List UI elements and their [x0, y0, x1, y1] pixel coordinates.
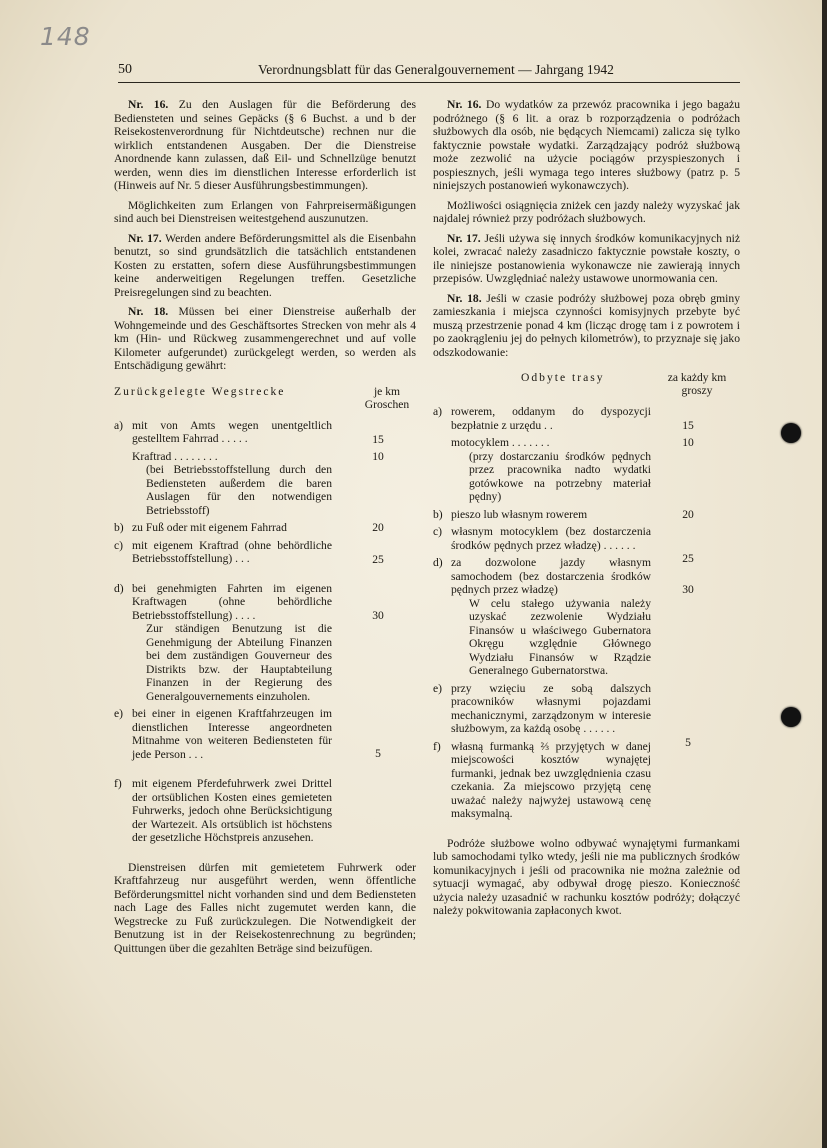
- item-text: bei einer in eigenen Kraftfahrzeugen im dienstlichen Interesse angeordneten Mitnahme von weiteren Bediensteten für jede Person . . .: [132, 707, 332, 761]
- rate-row-f: [433, 740, 740, 821]
- item-note: W celu stałego używania należy uzyskać zezwolenie Wydziału Finansów u właściwego Gubernatora Okręgu względnie Głównego Wydziału Finansów w Rządzie Generalnego Gubernatorstwa.: [469, 596, 651, 677]
- section-number: Nr. 16.: [447, 98, 482, 111]
- item-text: pieszo lub własnym rowerem: [451, 507, 588, 521]
- column-head-rate: za każdy km groszy: [667, 371, 727, 397]
- section-number: Nr. 18.: [447, 291, 482, 305]
- rate-row-a2: [114, 450, 416, 518]
- item-marker: f): [433, 739, 441, 753]
- item-text: mit von Amts wegen unentgeltlich gestelltem Fahrrad . . . . .: [132, 418, 332, 445]
- item-marker: c): [114, 538, 124, 552]
- item-rate: 10: [372, 449, 384, 463]
- rate-row-a: [114, 419, 416, 446]
- rate-row-d: [114, 582, 416, 704]
- polish-column: [433, 98, 740, 924]
- german-column: [114, 98, 416, 961]
- item-text: mit eigenem Pferdefuhrwerk zwei Drittel der ortsüblichen Kosten eines gemieteten Fuhrwerks, jedoch ohne Berücksichtigung der Wartezeit. Als ortsüblich ist höchstens der gesetzliche Höchstpreis anzusehen.: [132, 777, 332, 844]
- item-text: własną furmanką ⅔ przyjętych w danej miejscowości kosztów wynajętej furmanki, jednak bez uwzględnienia czasu czekania. Za miejscowo przyjętą cenę uważać należy najwyżej ustawową cenę maksymalną.: [451, 739, 651, 820]
- item-text: rowerem, oddanym do dyspozycji bezpłatnie z urzędu . .: [451, 405, 651, 432]
- paragraph-text: Zu den Auslagen für die Beförderung des Bediensteten und seines Gepäcks (§ 6 Buchst. a und b der Reisekostenverordnung für Nichtdeutsche) rechnen nur die wirklich entstandenen Ausgaben. Der die Dienstreise Anordnende kann zulassen, daß Eil- und Schnellzüge benutzt werden, wenn dies im dienstlichen Interesse erforderlich ist (Hinweis auf Nr. 5 dieser Ausführungsbestimmungen).: [114, 98, 417, 192]
- item-text: przy wzięciu ze sobą dalszych pracowników własnymi pojazdami mechanicznymi, zarządzonym w interesie służbowym, za każdą osobę . . . . . .: [451, 681, 651, 735]
- paragraph-16: [433, 98, 740, 193]
- item-rate: 5: [375, 747, 381, 760]
- paragraph-text: Do wydatków za przewóz pracownika i jego bagażu podróżnego (§ 6 lit. a oraz b rozporządzenia o podróżach służbowych dla osób, nie będących Niemcami) zalicza się tylko faktycznie powstałe wydatki. Zarządzający podróż służbową może zezwolić na użycie pociągów przyspieszonych i pospiesznych, jeśli wymaga tego interes służbowy (patrz p. 5 niniejszych postanowień wykonawczych).: [433, 98, 740, 192]
- running-header: [118, 60, 740, 83]
- rate-row-b: [114, 521, 416, 535]
- item-rate: 5: [685, 735, 691, 749]
- item-marker: d): [114, 581, 124, 595]
- rate-row-f: [114, 777, 416, 845]
- item-text: bei genehmigten Fahrten im eigenen Kraftwagen (ohne behördliche Betriebsstoffstellung) . . . .: [132, 581, 332, 622]
- column-head-route: Odbyte trasy: [521, 371, 605, 384]
- closing-paragraph: Podróże służbowe wolno odbywać wynajętymi furmankami lub samochodami tylko wtedy, jeśli nie ma publicznych środków komunikacyjnych i jeśli od pracownika nie można zależnie od sytuacji wymagać, aby odbywał drogę pieszo. Konieczność użycia należy uzasadnić w rachunku kosztów podróży; dołączyć należy pokwitowania zapłaconych kwot.: [433, 836, 740, 917]
- handwritten-annotation: 148: [40, 22, 91, 51]
- item-rate: 10: [682, 436, 694, 449]
- section-number: Nr. 16.: [128, 98, 169, 111]
- paragraph-16b: Możliwości osiągnięcia zniżek cen jazdy należy wyzyskać jak najdalej również przy podróżach służbowych.: [433, 198, 740, 225]
- item-rate: 25: [682, 552, 694, 565]
- item-marker: e): [433, 681, 443, 695]
- paragraph-text: Jeśli używa się innych środków komunikacyjnych niż kolei, zwracać należy zasadniczo faktycznie powstałe koszty, o ile niniejsze postanowienia wykonawcze nie zawierają innych przepisów. Uwzględniać należy ustawowe unormowania cen.: [433, 231, 740, 285]
- item-marker: b): [433, 507, 443, 521]
- section-number: Nr. 17.: [128, 231, 162, 245]
- closing-paragraph: Dienstreisen dürfen mit gemietetem Fuhrwerk oder Kraftfahrzeug nur ausgeführt werden, wenn öffentliche Beförderungsmittel nicht vorhanden sind und dem Bediensteten nach Lage des Falles nicht zugemutet werden kann, die Wegstrecke zu Fuß zurückzulegen. Die Notwendigkeit der Benutzung ist in der Reisekostenrechnung zu begründen; Quittungen über die gezahlten Beträge sind beizufügen.: [114, 860, 416, 955]
- punch-hole-icon: [781, 423, 801, 443]
- rate-row-a2: [433, 436, 740, 504]
- punch-hole-icon: [781, 707, 801, 727]
- item-marker: a): [433, 405, 443, 418]
- item-marker: e): [114, 707, 124, 720]
- rate-row-b: [433, 508, 740, 522]
- rate-row-e: [433, 681, 740, 749]
- item-marker: d): [433, 556, 443, 569]
- item-marker: b): [114, 521, 124, 534]
- paragraph-17: [433, 232, 740, 286]
- page-edge-shadow: [822, 0, 827, 1148]
- item-note: (bei Betriebsstoffstellung durch den Bediensteten außerdem die baren Auslagen für den notwendigen Betriebsstoff): [146, 463, 332, 517]
- item-note: Zur ständigen Benutzung ist die Genehmigung der Abteilung Finanzen bei dem zuständigen Gouverneur des Distrikts bzw. der Hauptabteilung Finanzen in der Regierung des Generalgouvernements einzuholen.: [146, 622, 332, 703]
- item-rate: 20: [372, 521, 384, 534]
- rates-table-header: [433, 371, 740, 405]
- rates-table-header: [114, 385, 416, 419]
- rate-row-c: [433, 525, 740, 565]
- paragraph-18: [114, 305, 416, 373]
- item-marker: c): [433, 525, 443, 538]
- item-text: za dozwolone jazdy własnym samochodem (bez dostarczenia środków pędnych przez władzę): [451, 556, 651, 596]
- item-marker: a): [114, 418, 124, 432]
- paragraph-16b: Möglichkeiten zum Erlangen von Fahrpreisermäßigungen sind auch bei Dienstreisen weitestgehend auszunutzen.: [114, 198, 416, 225]
- item-rate: 30: [372, 608, 384, 622]
- item-text: własnym motocyklem (bez dostarczenia środków pędnych przez władzę) . . . . . .: [451, 525, 651, 552]
- journal-title: Verordnungsblatt für das Generalgouvernement — Jahrgang 1942: [258, 62, 614, 77]
- section-number: Nr. 18.: [128, 305, 169, 318]
- paragraph-18: [433, 292, 740, 360]
- rate-row-d: [433, 556, 740, 678]
- item-rate: 20: [682, 507, 694, 521]
- rate-row-e: [114, 707, 416, 761]
- item-rate: 25: [372, 552, 384, 566]
- paragraph-text: Werden andere Beförderungsmittel als die Eisenbahn benutzt, so sind grundsätzlich die tatsächlich entstandenen Kosten zu erstatten, sofern diese Ausführungsbestimmungen keine anderweitigen Regelungen treffen. Gesetzliche Preisregelungen sind zu beachten.: [114, 231, 416, 299]
- paragraph-16: [114, 98, 416, 193]
- item-text: motocyklem . . . . . . .: [451, 436, 550, 449]
- item-rate: 15: [682, 419, 694, 432]
- column-head-rate: je km Groschen: [364, 384, 410, 411]
- item-marker: f): [114, 777, 122, 790]
- paragraph-text: Jeśli w czasie podróży służbowej poza obręb gminy zamieszkania i miejsca czynności komisyjnych przebyte być muszą przestrzenie ponad 4 km (licząc drogę tam i z powrotem i po zaokrągleniu jej do pełnych kilometrów), to przyznaje się jako odszkodowanie:: [433, 291, 740, 359]
- item-rate: 30: [682, 583, 694, 596]
- paragraph-17: [114, 232, 416, 300]
- item-text: mit eigenem Kraftrad (ohne behördliche Betriebsstoffstellung) . . .: [132, 538, 332, 565]
- rate-row-a: [433, 405, 740, 432]
- rate-row-c: [114, 539, 416, 566]
- paragraph-text: Müssen bei einer Dienstreise außerhalb der Wohngemeinde und des Geschäftsortes Strecken von mehr als 4 km (Hin- und Rückweg zusammengerechnet und auf volle Kilometer aufgerundet) zurückgelegt werden, so werden als Entschädigung gewährt:: [114, 305, 416, 372]
- section-number: Nr. 17.: [447, 231, 481, 245]
- page-number: 50: [118, 62, 132, 77]
- item-rate: 15: [372, 432, 384, 446]
- item-text: zu Fuß oder mit eigenem Fahrrad: [132, 521, 287, 534]
- item-note: (przy dostarczaniu środków pędnych przez pracownika nadto wydatki gotówkowe na potrzebny materiał pędny): [469, 449, 651, 503]
- column-head-route: Zurückgelegte Wegstrecke: [114, 384, 286, 398]
- item-text: Kraftrad . . . . . . . .: [132, 449, 218, 463]
